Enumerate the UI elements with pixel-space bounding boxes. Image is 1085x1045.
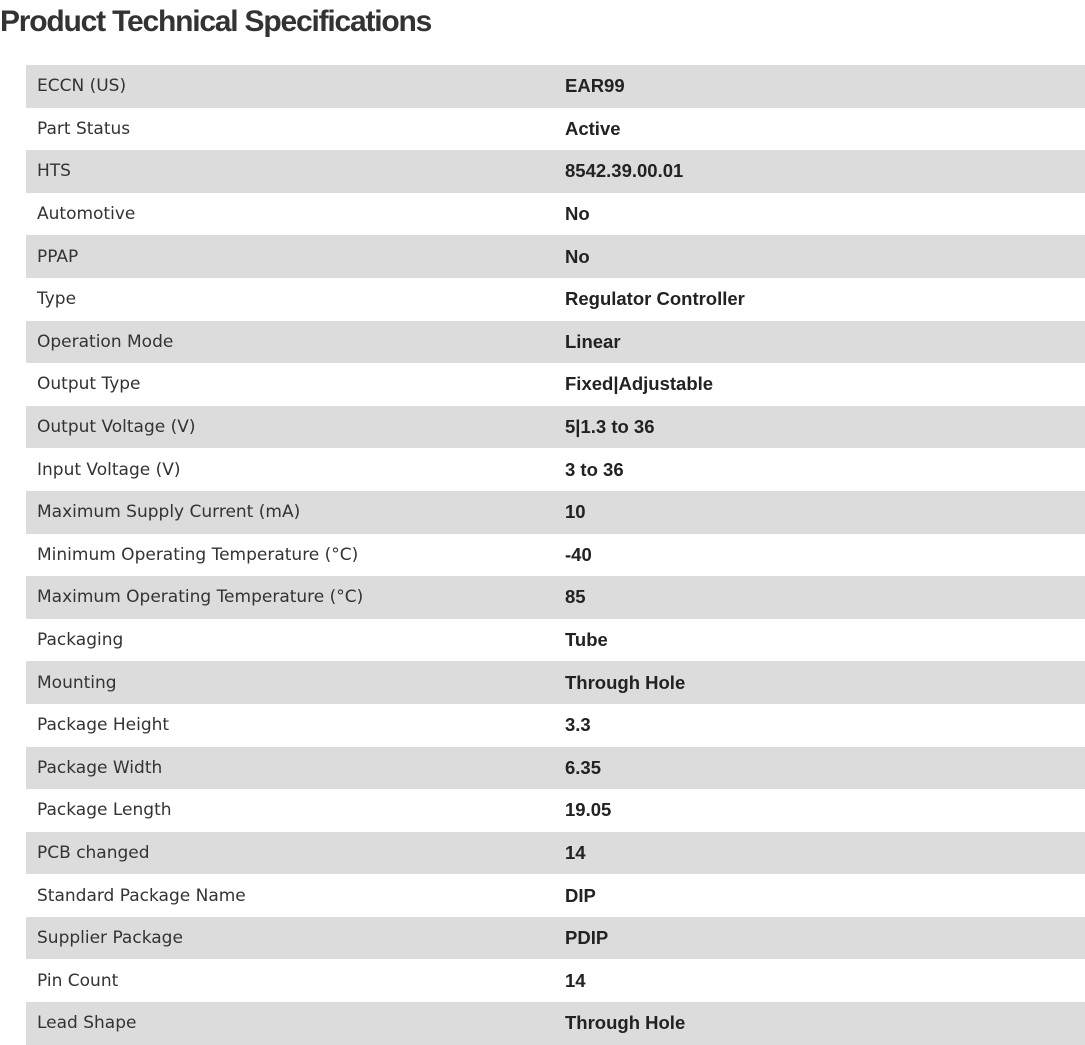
spec-label: Part Status — [37, 118, 131, 139]
spec-value: DIP — [565, 884, 596, 906]
spec-value: 3.3 — [565, 714, 591, 736]
spec-label: Supplier Package — [37, 928, 183, 949]
spec-row-type — [26, 278, 1085, 321]
spec-row-part-status — [26, 108, 1085, 151]
spec-label: Packaging — [37, 630, 124, 651]
spec-row-pin-count — [26, 959, 1085, 1002]
spec-value: 85 — [565, 586, 586, 608]
spec-value: 19.05 — [565, 799, 612, 821]
spec-label: Package Width — [37, 757, 163, 778]
spec-value: 10 — [565, 501, 586, 523]
spec-value: Fixed|Adjustable — [565, 373, 714, 395]
spec-row-output-type — [26, 363, 1085, 406]
spec-row-hts — [26, 150, 1085, 193]
spec-value: 3 to 36 — [565, 458, 624, 480]
spec-value: 8542.39.00.01 — [565, 160, 684, 182]
spec-value: 14 — [565, 841, 586, 863]
spec-row-package-height — [26, 704, 1085, 747]
spec-row-supplier-package — [26, 917, 1085, 960]
spec-label: Maximum Supply Current (mA) — [37, 502, 301, 523]
spec-label: Package Height — [37, 715, 170, 736]
spec-label: Operation Mode — [37, 331, 174, 352]
spec-label: Maximum Operating Temperature (°C) — [37, 587, 364, 608]
spec-row-ppap — [26, 235, 1085, 278]
spec-row-operation-mode — [26, 321, 1085, 364]
spec-label: Automotive — [37, 204, 136, 225]
spec-row-output-voltage — [26, 406, 1085, 449]
spec-value: No — [565, 245, 590, 267]
spec-label: Lead Shape — [37, 1013, 137, 1034]
spec-row-lead-shape — [26, 1002, 1085, 1045]
spec-row-max-operating-temp — [26, 576, 1085, 619]
spec-row-packaging — [26, 619, 1085, 662]
spec-value: No — [565, 203, 590, 225]
spec-label: Package Length — [37, 800, 172, 821]
spec-value: 6.35 — [565, 756, 602, 778]
spec-value: Through Hole — [565, 1012, 686, 1034]
spec-row-max-supply-current — [26, 491, 1085, 534]
spec-label: PPAP — [37, 246, 79, 267]
spec-value: Through Hole — [565, 671, 686, 693]
spec-value: Linear — [565, 330, 621, 352]
spec-value: Active — [565, 117, 621, 139]
spec-label: Output Voltage (V) — [37, 417, 196, 438]
spec-value: Regulator Controller — [565, 288, 745, 310]
spec-value: PDIP — [565, 927, 609, 949]
spec-value: EAR99 — [565, 75, 625, 97]
spec-label: Type — [37, 289, 77, 310]
spec-row-package-width — [26, 747, 1085, 790]
spec-value: -40 — [565, 543, 592, 565]
spec-label: Minimum Operating Temperature (°C) — [37, 544, 359, 565]
spec-label: PCB changed — [37, 842, 150, 863]
spec-label: HTS — [37, 161, 71, 182]
spec-label: Output Type — [37, 374, 141, 395]
spec-label: Pin Count — [37, 970, 119, 991]
spec-table — [26, 65, 1085, 1045]
page-title: Product Technical Specifications — [0, 5, 432, 38]
spec-label: Mounting — [37, 672, 117, 693]
spec-value: Tube — [565, 629, 608, 651]
spec-row-package-length — [26, 789, 1085, 832]
spec-row-min-operating-temp — [26, 534, 1085, 577]
spec-row-pcb-changed — [26, 832, 1085, 875]
spec-label: Standard Package Name — [37, 885, 246, 906]
spec-row-mounting — [26, 661, 1085, 704]
spec-row-standard-package-name — [26, 874, 1085, 917]
spec-row-input-voltage — [26, 448, 1085, 491]
spec-value: 14 — [565, 969, 586, 991]
spec-value: 5|1.3 to 36 — [565, 416, 655, 438]
spec-label: Input Voltage (V) — [37, 459, 181, 480]
spec-row-automotive — [26, 193, 1085, 236]
spec-label: ECCN (US) — [37, 76, 127, 97]
spec-row-eccn — [26, 65, 1085, 108]
